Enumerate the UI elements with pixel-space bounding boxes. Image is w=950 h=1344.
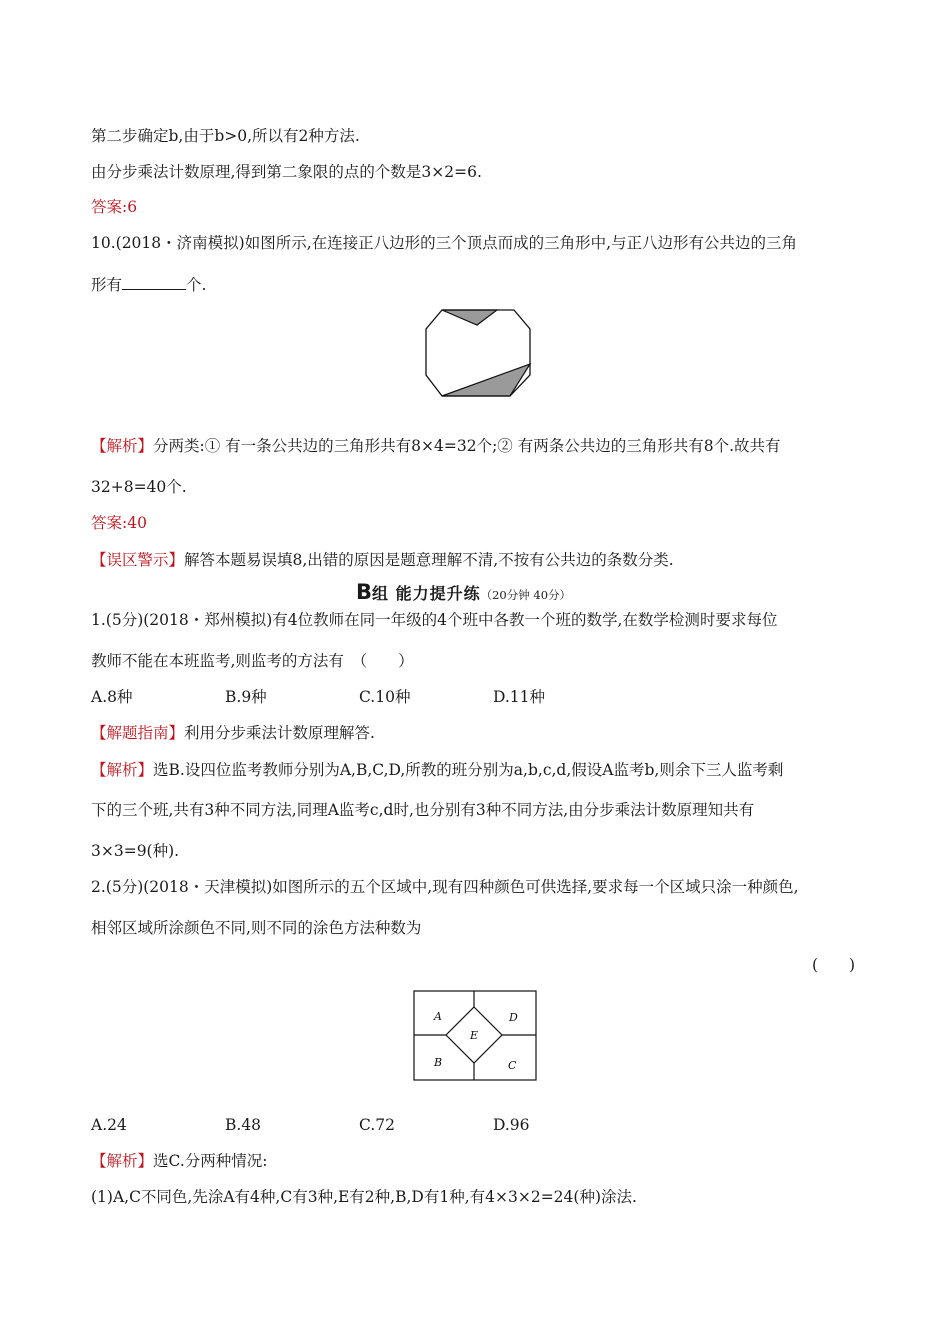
region-label-c: C [508,1059,517,1072]
guide-line [91,723,375,743]
question-1-line2: 教师不能在本班监考,则监考的方法有 （ ） [91,652,414,670]
guide-label: 【解题指南】 [91,724,185,742]
region-label-d: D [509,1011,518,1024]
solution-continuation: 32+8=40个. [91,478,187,496]
question-10-line2 [91,275,206,295]
solution-label: 【解析】 [91,1152,154,1170]
shaded-triangle-top [442,310,497,325]
region-label-b: B [434,1056,443,1069]
region-label-e: E [470,1029,479,1042]
region-label-a: A [434,1010,442,1023]
question-10-suffix: 个. [186,276,207,294]
solution-label: 【解析】 [91,437,154,455]
answer-blank [122,275,186,290]
section-badge: B [356,580,373,604]
solution-text: 选C.分两种情况: [153,1152,268,1170]
warning-line [91,550,674,570]
solution-line [91,760,783,780]
solution-line [91,436,781,456]
question-10-line1: 10.(2018・济南模拟)如图所示,在连接正八边形的三个顶点而成的三角形中,与正八边形有公共边的三角 [91,234,798,252]
guide-text: 利用分步乘法计数原理解答. [184,724,375,742]
solution-line [91,1151,267,1171]
warning-label: 【误区警示】 [91,551,185,569]
question-2-line1: 2.(5分)(2018・天津模拟)如图所示的五个区域中,现有四种颜色可供选择,要求每一个区域只涂一种颜色, [91,878,799,896]
solution-continuation: (1)A,C不同色,先涂A有4种,C有3种,E有2种,B,D有1种,有4×3×2=24(种)涂法. [91,1188,637,1206]
question-10-prefix: 形有 [91,276,123,294]
option-d: D.11种 [493,688,546,706]
solution-continuation: 下的三个班,共有3种不同方法,同理A监考c,d时,也分别有3种不同方法,由分步乘法计数原理知共有 [91,801,755,819]
answer-line: 答案:40 [91,514,147,532]
solution-text: 分两类:① 有一条公共边的三角形共有8×4=32个;② 有两条公共边的三角形共有8个.故共有 [153,437,781,455]
option-b: B.48 [225,1116,262,1134]
answer-parentheses: ( ) [812,956,856,974]
option-a: A.24 [91,1116,127,1134]
shaded-triangle-middle [442,364,530,396]
region-figure [413,990,538,1082]
answer-line: 答案:6 [91,198,138,216]
text-line: 第二步确定b,由于b>0,所以有2种方法. [91,127,360,145]
octagon-figure [424,308,534,408]
solution-label: 【解析】 [91,761,154,779]
option-d: D.96 [493,1116,530,1134]
solution-continuation: 3×3=9(种). [91,842,180,860]
option-a: A.8种 [91,688,133,706]
option-c: C.72 [359,1116,395,1134]
section-heading [356,582,571,605]
warning-text: 解答本题易误填8,出错的原因是题意理解不清,不按有公共边的条数分类. [184,551,674,569]
question-1-line1: 1.(5分)(2018・郑州模拟)有4位教师在同一年级的4个班中各教一个班的数学,在数学检测时要求每位 [91,611,778,629]
question-2-options [91,1115,530,1135]
section-subtitle: （20分钟 40分） [480,588,572,602]
section-title: 组 能力提升练 [372,584,481,603]
solution-text: 选B.设四位监考教师分别为A,B,C,D,所教的班分别为a,b,c,d,假设A监考b,则余下三人监考剩 [153,761,784,779]
option-b: B.9种 [225,688,267,706]
text-line: 由分步乘法计数原理,得到第二象限的点的个数是3×2=6. [91,163,482,181]
question-1-options [91,687,545,707]
option-c: C.10种 [359,688,411,706]
question-2-line2: 相邻区域所涂颜色不同,则不同的涂色方法种数为 [91,919,422,937]
